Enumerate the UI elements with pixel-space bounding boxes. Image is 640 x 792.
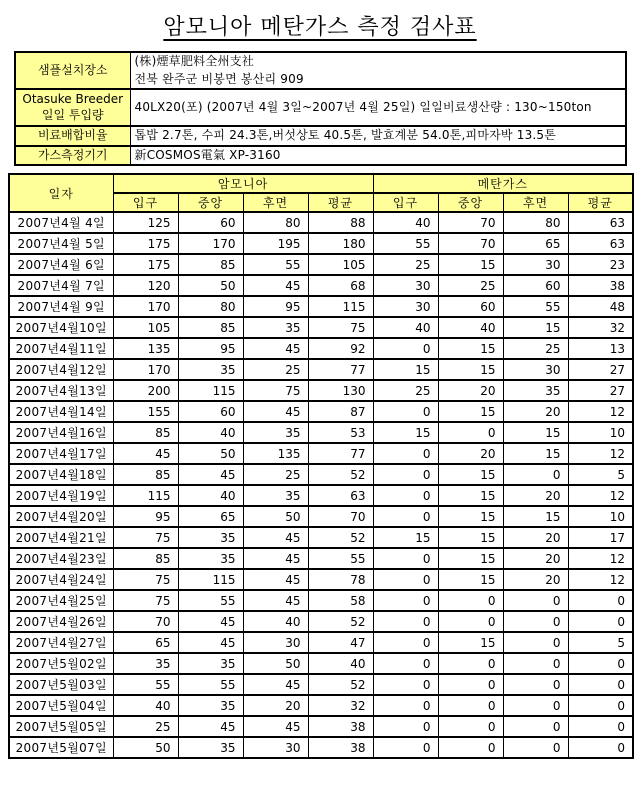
value-cell: 60 bbox=[178, 212, 243, 233]
info-label-line2: 일일 투입량 bbox=[41, 107, 104, 122]
date-cell: 2007년4월 4일 bbox=[9, 212, 113, 233]
value-cell: 35 bbox=[178, 359, 243, 380]
value-cell: 25 bbox=[373, 380, 438, 401]
value-cell: 52 bbox=[308, 464, 373, 485]
value-cell: 38 bbox=[568, 275, 633, 296]
value-cell: 50 bbox=[178, 443, 243, 464]
value-cell: 0 bbox=[568, 653, 633, 674]
info-label-daily-input bbox=[15, 89, 130, 126]
date-cell: 2007년4월 5일 bbox=[9, 233, 113, 254]
value-cell: 35 bbox=[243, 317, 308, 338]
value-cell: 40 bbox=[178, 422, 243, 443]
value-cell: 40 bbox=[373, 317, 438, 338]
info-value-daily-input: 40LX20(포) (2007년 4월 3일~2007년 4월 25일) 일일비료생산량 : 130~150ton bbox=[130, 89, 626, 126]
value-cell: 0 bbox=[438, 611, 503, 632]
value-cell: 87 bbox=[308, 401, 373, 422]
value-cell: 88 bbox=[308, 212, 373, 233]
table-row bbox=[9, 632, 633, 653]
value-cell: 35 bbox=[178, 527, 243, 548]
value-cell: 45 bbox=[243, 716, 308, 737]
value-cell: 180 bbox=[308, 233, 373, 254]
value-cell: 30 bbox=[503, 254, 568, 275]
value-cell: 170 bbox=[113, 296, 178, 317]
value-cell: 70 bbox=[113, 611, 178, 632]
value-cell: 35 bbox=[243, 485, 308, 506]
value-cell: 70 bbox=[308, 506, 373, 527]
value-cell: 0 bbox=[503, 632, 568, 653]
table-row bbox=[9, 548, 633, 569]
table-row bbox=[9, 611, 633, 632]
value-cell: 195 bbox=[243, 233, 308, 254]
value-cell: 45 bbox=[243, 590, 308, 611]
value-cell: 75 bbox=[243, 380, 308, 401]
value-cell: 50 bbox=[243, 506, 308, 527]
value-cell: 25 bbox=[373, 254, 438, 275]
table-row bbox=[9, 464, 633, 485]
info-label-location: 샘플설치장소 bbox=[15, 52, 130, 89]
value-cell: 15 bbox=[438, 338, 503, 359]
value-cell: 92 bbox=[308, 338, 373, 359]
value-cell: 65 bbox=[113, 632, 178, 653]
value-cell: 80 bbox=[503, 212, 568, 233]
value-cell: 50 bbox=[113, 737, 178, 758]
value-cell: 45 bbox=[178, 716, 243, 737]
value-cell: 0 bbox=[568, 716, 633, 737]
value-cell: 0 bbox=[438, 674, 503, 695]
ammonia-group-header: 암모니아 bbox=[113, 174, 373, 193]
date-column-header: 일자 bbox=[9, 174, 113, 212]
value-cell: 85 bbox=[113, 464, 178, 485]
value-cell: 75 bbox=[308, 317, 373, 338]
date-cell: 2007년4월11일 bbox=[9, 338, 113, 359]
value-cell: 40 bbox=[113, 695, 178, 716]
value-cell: 0 bbox=[373, 569, 438, 590]
value-cell: 125 bbox=[113, 212, 178, 233]
value-cell: 0 bbox=[568, 590, 633, 611]
value-cell: 52 bbox=[308, 674, 373, 695]
info-value-mix-ratio: 톱밥 2.7톤, 수피 24.3톤,버섯상토 40.5톤, 발효계분 54.0톤,피마자박 13.5톤 bbox=[130, 126, 626, 146]
date-cell: 2007년5월05일 bbox=[9, 716, 113, 737]
value-cell: 0 bbox=[373, 674, 438, 695]
date-cell: 2007년4월27일 bbox=[9, 632, 113, 653]
value-cell: 20 bbox=[243, 695, 308, 716]
value-cell: 15 bbox=[438, 548, 503, 569]
table-row bbox=[9, 296, 633, 317]
value-cell: 30 bbox=[243, 737, 308, 758]
value-cell: 35 bbox=[178, 548, 243, 569]
value-cell: 68 bbox=[308, 275, 373, 296]
info-label-mix-ratio: 비료배합비율 bbox=[15, 126, 130, 146]
value-cell: 135 bbox=[243, 443, 308, 464]
subheader-methane-inlet: 입구 bbox=[373, 193, 438, 212]
date-cell: 2007년4월19일 bbox=[9, 485, 113, 506]
info-label-line1: Otasuke Breeder bbox=[22, 91, 124, 106]
value-cell: 175 bbox=[113, 233, 178, 254]
value-cell: 53 bbox=[308, 422, 373, 443]
value-cell: 45 bbox=[113, 443, 178, 464]
date-cell: 2007년5월03일 bbox=[9, 674, 113, 695]
value-cell: 120 bbox=[113, 275, 178, 296]
measurement-table-header bbox=[9, 174, 633, 212]
value-cell: 75 bbox=[113, 527, 178, 548]
value-cell: 12 bbox=[568, 485, 633, 506]
value-cell: 0 bbox=[373, 590, 438, 611]
value-cell: 15 bbox=[503, 443, 568, 464]
table-row bbox=[9, 569, 633, 590]
value-cell: 30 bbox=[503, 359, 568, 380]
value-cell: 15 bbox=[503, 506, 568, 527]
table-row bbox=[9, 233, 633, 254]
value-cell: 50 bbox=[178, 275, 243, 296]
value-cell: 40 bbox=[308, 653, 373, 674]
table-row bbox=[9, 401, 633, 422]
subheader-methane-center: 중앙 bbox=[438, 193, 503, 212]
table-row bbox=[9, 275, 633, 296]
value-cell: 0 bbox=[503, 590, 568, 611]
value-cell: 0 bbox=[373, 716, 438, 737]
value-cell: 65 bbox=[503, 233, 568, 254]
date-cell: 2007년5월07일 bbox=[9, 737, 113, 758]
value-cell: 45 bbox=[243, 275, 308, 296]
value-cell: 45 bbox=[243, 548, 308, 569]
value-cell: 15 bbox=[373, 527, 438, 548]
value-cell: 20 bbox=[503, 527, 568, 548]
date-cell: 2007년4월21일 bbox=[9, 527, 113, 548]
value-cell: 95 bbox=[113, 506, 178, 527]
company-address: 전북 완주군 비봉면 봉산리 909 bbox=[134, 71, 304, 86]
table-row bbox=[9, 359, 633, 380]
value-cell: 15 bbox=[438, 359, 503, 380]
value-cell: 0 bbox=[373, 464, 438, 485]
group-header-row bbox=[9, 174, 633, 193]
value-cell: 15 bbox=[503, 422, 568, 443]
value-cell: 30 bbox=[373, 296, 438, 317]
value-cell: 40 bbox=[178, 485, 243, 506]
table-row bbox=[9, 317, 633, 338]
value-cell: 77 bbox=[308, 443, 373, 464]
value-cell: 40 bbox=[438, 317, 503, 338]
value-cell: 45 bbox=[178, 464, 243, 485]
value-cell: 35 bbox=[178, 653, 243, 674]
value-cell: 0 bbox=[438, 422, 503, 443]
value-cell: 85 bbox=[178, 317, 243, 338]
value-cell: 85 bbox=[113, 548, 178, 569]
info-value-location bbox=[130, 52, 626, 89]
value-cell: 35 bbox=[503, 380, 568, 401]
value-cell: 25 bbox=[113, 716, 178, 737]
value-cell: 0 bbox=[568, 737, 633, 758]
value-cell: 63 bbox=[568, 233, 633, 254]
subheader-ammonia-center: 중앙 bbox=[178, 193, 243, 212]
value-cell: 115 bbox=[308, 296, 373, 317]
value-cell: 0 bbox=[373, 506, 438, 527]
value-cell: 12 bbox=[568, 569, 633, 590]
value-cell: 55 bbox=[178, 674, 243, 695]
value-cell: 15 bbox=[438, 569, 503, 590]
value-cell: 15 bbox=[373, 359, 438, 380]
value-cell: 0 bbox=[568, 611, 633, 632]
value-cell: 0 bbox=[438, 737, 503, 758]
value-cell: 80 bbox=[243, 212, 308, 233]
table-row bbox=[9, 674, 633, 695]
value-cell: 0 bbox=[373, 548, 438, 569]
sample-info-table bbox=[14, 51, 627, 166]
date-cell: 2007년4월 6일 bbox=[9, 254, 113, 275]
value-cell: 5 bbox=[568, 632, 633, 653]
table-row bbox=[9, 737, 633, 758]
measurement-table-body bbox=[9, 212, 633, 758]
table-row bbox=[9, 695, 633, 716]
value-cell: 45 bbox=[243, 674, 308, 695]
subheader-methane-rear: 후면 bbox=[503, 193, 568, 212]
table-row bbox=[9, 422, 633, 443]
value-cell: 35 bbox=[178, 737, 243, 758]
value-cell: 0 bbox=[438, 695, 503, 716]
value-cell: 60 bbox=[178, 401, 243, 422]
subheader-ammonia-inlet: 입구 bbox=[113, 193, 178, 212]
value-cell: 170 bbox=[178, 233, 243, 254]
date-cell: 2007년4월24일 bbox=[9, 569, 113, 590]
value-cell: 0 bbox=[373, 443, 438, 464]
value-cell: 0 bbox=[373, 338, 438, 359]
value-cell: 50 bbox=[243, 653, 308, 674]
value-cell: 78 bbox=[308, 569, 373, 590]
value-cell: 15 bbox=[373, 422, 438, 443]
value-cell: 15 bbox=[438, 485, 503, 506]
table-row bbox=[9, 527, 633, 548]
page-title bbox=[0, 10, 640, 41]
value-cell: 10 bbox=[568, 506, 633, 527]
value-cell: 55 bbox=[113, 674, 178, 695]
value-cell: 38 bbox=[308, 716, 373, 737]
value-cell: 0 bbox=[503, 716, 568, 737]
value-cell: 17 bbox=[568, 527, 633, 548]
value-cell: 115 bbox=[178, 380, 243, 401]
table-row bbox=[9, 443, 633, 464]
info-row-location bbox=[15, 52, 626, 89]
value-cell: 0 bbox=[373, 632, 438, 653]
value-cell: 40 bbox=[373, 212, 438, 233]
value-cell: 20 bbox=[503, 401, 568, 422]
value-cell: 20 bbox=[503, 485, 568, 506]
value-cell: 115 bbox=[113, 485, 178, 506]
info-row-mix-ratio bbox=[15, 126, 626, 146]
value-cell: 155 bbox=[113, 401, 178, 422]
value-cell: 15 bbox=[438, 254, 503, 275]
value-cell: 15 bbox=[438, 401, 503, 422]
value-cell: 105 bbox=[113, 317, 178, 338]
table-row bbox=[9, 716, 633, 737]
value-cell: 80 bbox=[178, 296, 243, 317]
value-cell: 20 bbox=[503, 569, 568, 590]
value-cell: 0 bbox=[373, 653, 438, 674]
value-cell: 20 bbox=[503, 548, 568, 569]
value-cell: 75 bbox=[113, 590, 178, 611]
value-cell: 35 bbox=[113, 653, 178, 674]
value-cell: 27 bbox=[568, 359, 633, 380]
value-cell: 0 bbox=[373, 611, 438, 632]
value-cell: 0 bbox=[503, 674, 568, 695]
value-cell: 0 bbox=[438, 716, 503, 737]
value-cell: 95 bbox=[243, 296, 308, 317]
table-row bbox=[9, 653, 633, 674]
date-cell: 2007년4월13일 bbox=[9, 380, 113, 401]
value-cell: 63 bbox=[308, 485, 373, 506]
methane-group-header: 메탄가스 bbox=[373, 174, 633, 193]
info-row-gas-device bbox=[15, 146, 626, 166]
value-cell: 12 bbox=[568, 401, 633, 422]
value-cell: 175 bbox=[113, 254, 178, 275]
value-cell: 77 bbox=[308, 359, 373, 380]
value-cell: 0 bbox=[373, 401, 438, 422]
page-title-text: 암모니아 메탄가스 측정 검사표 bbox=[163, 15, 477, 40]
value-cell: 0 bbox=[568, 674, 633, 695]
value-cell: 25 bbox=[243, 464, 308, 485]
value-cell: 45 bbox=[178, 611, 243, 632]
date-cell: 2007년5월02일 bbox=[9, 653, 113, 674]
value-cell: 105 bbox=[308, 254, 373, 275]
value-cell: 0 bbox=[373, 737, 438, 758]
measurement-table bbox=[8, 173, 634, 759]
value-cell: 55 bbox=[373, 233, 438, 254]
value-cell: 20 bbox=[438, 380, 503, 401]
subheader-methane-average: 평균 bbox=[568, 193, 633, 212]
value-cell: 45 bbox=[243, 401, 308, 422]
value-cell: 70 bbox=[438, 233, 503, 254]
value-cell: 52 bbox=[308, 611, 373, 632]
value-cell: 115 bbox=[178, 569, 243, 590]
value-cell: 35 bbox=[178, 695, 243, 716]
value-cell: 30 bbox=[373, 275, 438, 296]
value-cell: 85 bbox=[113, 422, 178, 443]
value-cell: 27 bbox=[568, 380, 633, 401]
table-row bbox=[9, 380, 633, 401]
value-cell: 45 bbox=[243, 569, 308, 590]
value-cell: 40 bbox=[243, 611, 308, 632]
value-cell: 0 bbox=[503, 695, 568, 716]
value-cell: 130 bbox=[308, 380, 373, 401]
value-cell: 12 bbox=[568, 443, 633, 464]
value-cell: 85 bbox=[178, 254, 243, 275]
value-cell: 38 bbox=[308, 737, 373, 758]
date-cell: 2007년4월12일 bbox=[9, 359, 113, 380]
value-cell: 55 bbox=[503, 296, 568, 317]
value-cell: 170 bbox=[113, 359, 178, 380]
value-cell: 32 bbox=[308, 695, 373, 716]
date-cell: 2007년4월 7일 bbox=[9, 275, 113, 296]
date-cell: 2007년4월18일 bbox=[9, 464, 113, 485]
company-name: (株)煙草肥料全州支社 bbox=[134, 54, 255, 69]
date-cell: 2007년4월10일 bbox=[9, 317, 113, 338]
info-value-gas-device: 新COSMOS電氣 XP-3160 bbox=[130, 146, 626, 166]
value-cell: 25 bbox=[503, 338, 568, 359]
table-row bbox=[9, 254, 633, 275]
value-cell: 0 bbox=[373, 485, 438, 506]
value-cell: 48 bbox=[568, 296, 633, 317]
value-cell: 135 bbox=[113, 338, 178, 359]
value-cell: 55 bbox=[243, 254, 308, 275]
value-cell: 0 bbox=[503, 653, 568, 674]
table-row bbox=[9, 590, 633, 611]
value-cell: 20 bbox=[438, 443, 503, 464]
value-cell: 47 bbox=[308, 632, 373, 653]
value-cell: 60 bbox=[438, 296, 503, 317]
value-cell: 25 bbox=[243, 359, 308, 380]
subheader-ammonia-rear: 후면 bbox=[243, 193, 308, 212]
value-cell: 70 bbox=[438, 212, 503, 233]
value-cell: 58 bbox=[308, 590, 373, 611]
value-cell: 13 bbox=[568, 338, 633, 359]
date-cell: 2007년4월 9일 bbox=[9, 296, 113, 317]
table-row bbox=[9, 485, 633, 506]
value-cell: 63 bbox=[568, 212, 633, 233]
subheader-ammonia-average: 평균 bbox=[308, 193, 373, 212]
value-cell: 0 bbox=[373, 695, 438, 716]
value-cell: 15 bbox=[503, 317, 568, 338]
value-cell: 75 bbox=[113, 569, 178, 590]
date-cell: 2007년4월26일 bbox=[9, 611, 113, 632]
date-cell: 2007년4월16일 bbox=[9, 422, 113, 443]
value-cell: 10 bbox=[568, 422, 633, 443]
date-cell: 2007년4월23일 bbox=[9, 548, 113, 569]
value-cell: 65 bbox=[178, 506, 243, 527]
date-cell: 2007년4월14일 bbox=[9, 401, 113, 422]
value-cell: 60 bbox=[503, 275, 568, 296]
value-cell: 45 bbox=[243, 338, 308, 359]
value-cell: 5 bbox=[568, 464, 633, 485]
value-cell: 15 bbox=[438, 527, 503, 548]
value-cell: 35 bbox=[243, 422, 308, 443]
value-cell: 12 bbox=[568, 548, 633, 569]
value-cell: 45 bbox=[178, 632, 243, 653]
value-cell: 0 bbox=[438, 653, 503, 674]
value-cell: 15 bbox=[438, 632, 503, 653]
value-cell: 0 bbox=[438, 590, 503, 611]
value-cell: 0 bbox=[503, 464, 568, 485]
value-cell: 32 bbox=[568, 317, 633, 338]
info-label-gas-device: 가스측정기기 bbox=[15, 146, 130, 166]
value-cell: 15 bbox=[438, 464, 503, 485]
value-cell: 25 bbox=[438, 275, 503, 296]
value-cell: 52 bbox=[308, 527, 373, 548]
value-cell: 95 bbox=[178, 338, 243, 359]
date-cell: 2007년5월04일 bbox=[9, 695, 113, 716]
value-cell: 45 bbox=[243, 527, 308, 548]
value-cell: 23 bbox=[568, 254, 633, 275]
value-cell: 15 bbox=[438, 506, 503, 527]
table-row bbox=[9, 506, 633, 527]
table-row bbox=[9, 338, 633, 359]
date-cell: 2007년4월17일 bbox=[9, 443, 113, 464]
info-row-daily-input bbox=[15, 89, 626, 126]
table-row bbox=[9, 212, 633, 233]
date-cell: 2007년4월25일 bbox=[9, 590, 113, 611]
value-cell: 200 bbox=[113, 380, 178, 401]
value-cell: 55 bbox=[178, 590, 243, 611]
date-cell: 2007년4월20일 bbox=[9, 506, 113, 527]
value-cell: 30 bbox=[243, 632, 308, 653]
value-cell: 0 bbox=[503, 611, 568, 632]
value-cell: 55 bbox=[308, 548, 373, 569]
value-cell: 0 bbox=[568, 695, 633, 716]
value-cell: 0 bbox=[503, 737, 568, 758]
